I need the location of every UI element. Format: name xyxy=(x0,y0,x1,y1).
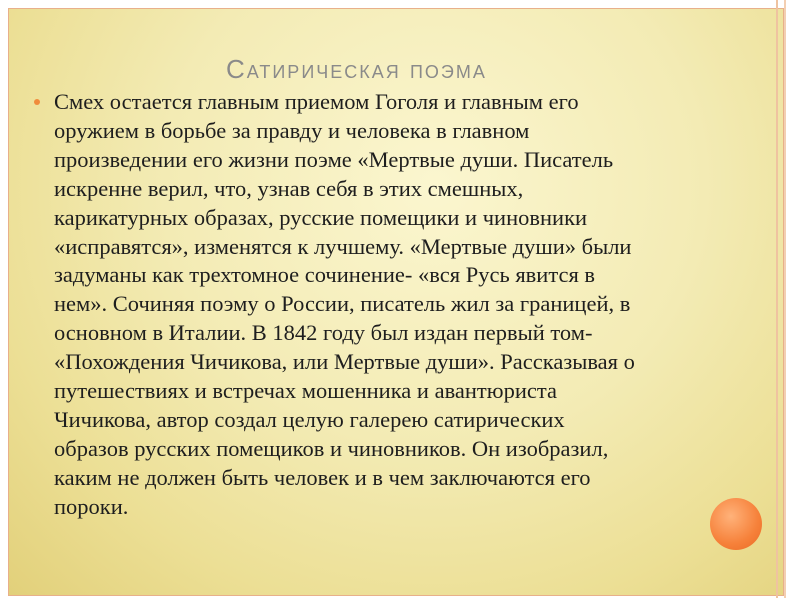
slide-title: Сатирическая поэма xyxy=(226,54,487,84)
slide-body-text: Смех остается главным приемом Гоголя и главным его оружием в борьбе за правду и человека в главном произведении его жизни поэме «Мертвые души. Писатель искренне верил, что, узнав себя в этих смешных, карикатурных образах, русские помещики и чиновники «исправятся», изменятся к лучшему. «Мертвые души» были задуманы как трехтомное сочинение- «вся Русь явится в нем». Сочиняя поэму о России, писатель жил за границей, в основном в Италии. В 1842 году был издан первый том- «Похождения Чичикова, или Мертвые души». Рассказывая о путешествиях и встречах мошенника и авантюриста Чичикова, автор создал целую галерею сатирических образов русских помещиков и чиновников. Он изобразил, каким не должен быть человек и в чем заключаются его пороки. xyxy=(54,89,635,519)
bullet-icon xyxy=(34,99,40,105)
decorative-edge-line xyxy=(776,0,778,598)
orange-circle-decoration xyxy=(710,498,762,550)
decorative-edge-line xyxy=(784,0,786,598)
